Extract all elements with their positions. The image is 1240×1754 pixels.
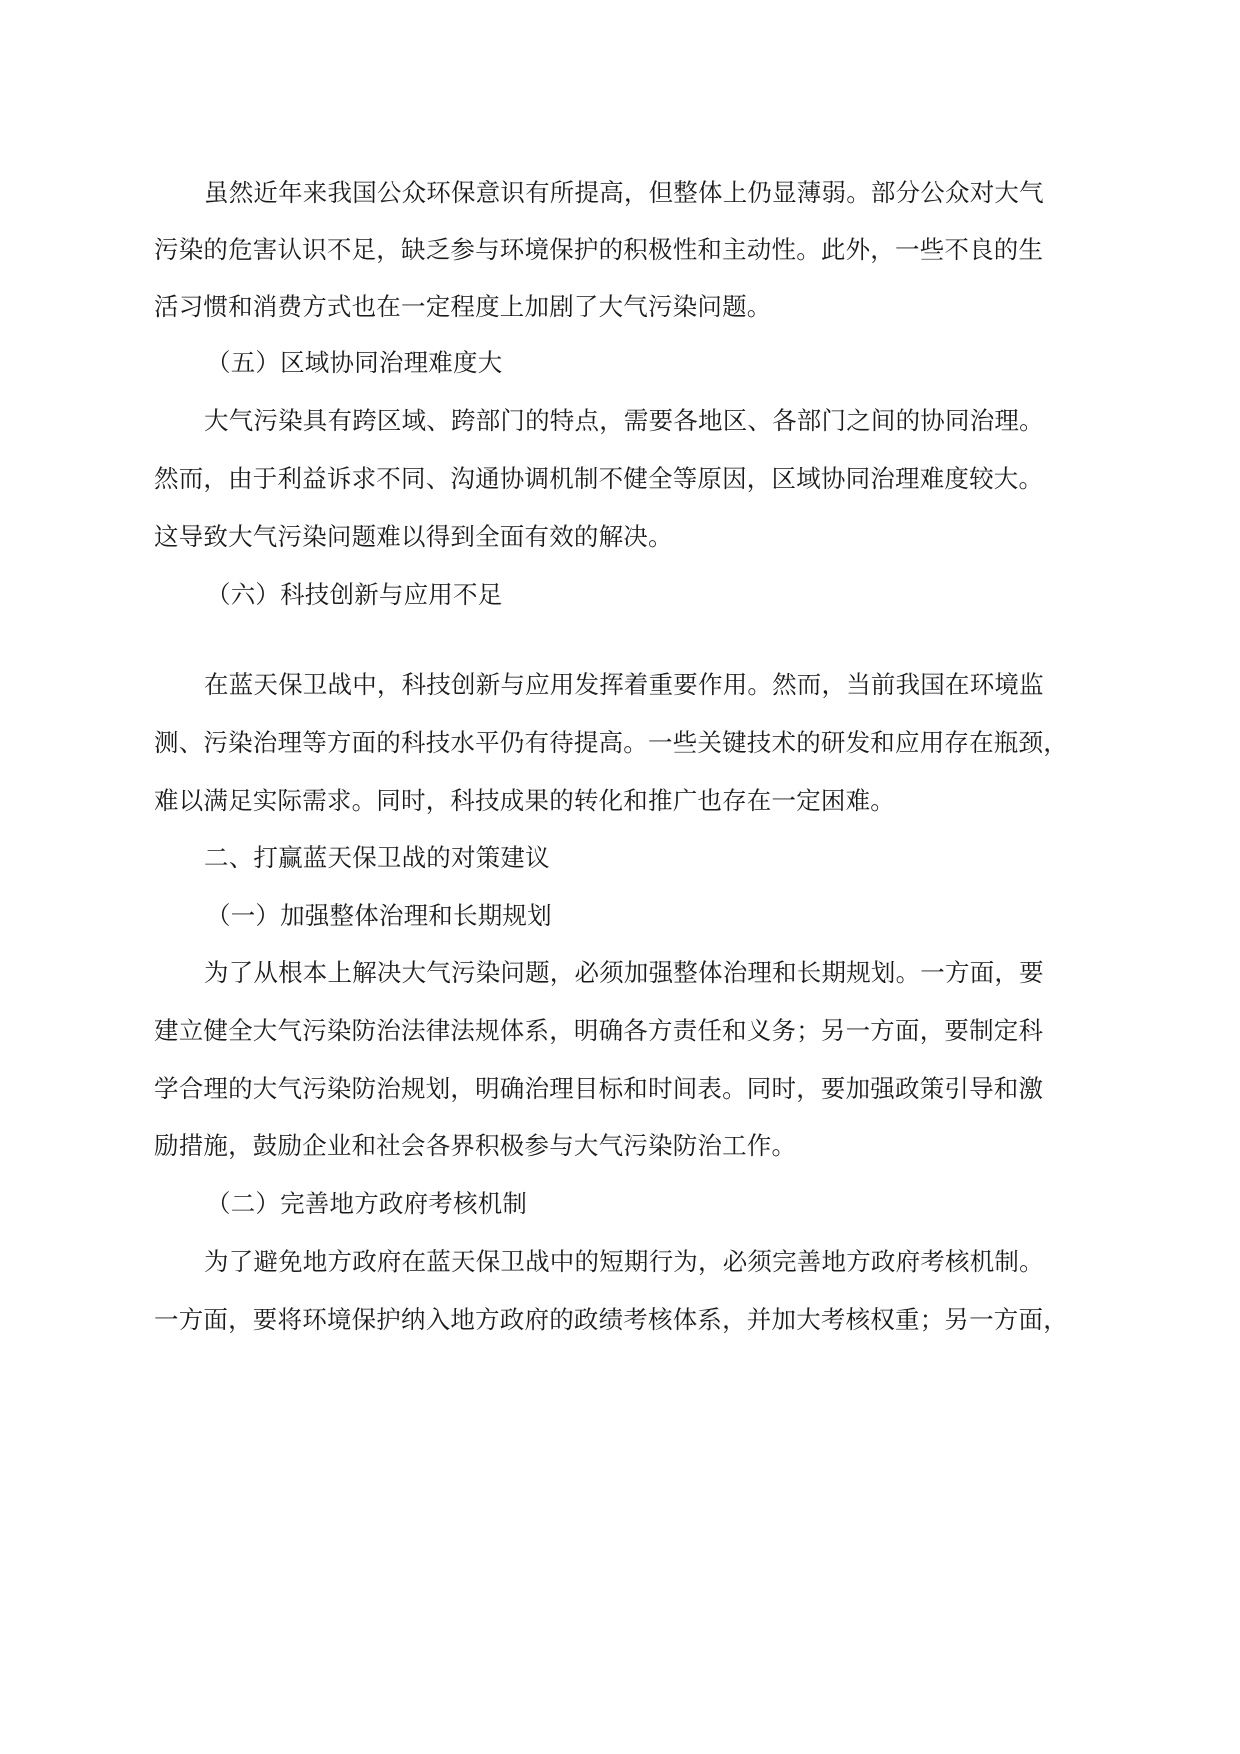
paragraph-line: 在蓝天保卫战中，科技创新与应用发挥着重要作用。然而，当前我国在环境监 <box>204 670 1044 699</box>
section-subheading: （一）加强整体治理和长期规划 <box>206 901 552 930</box>
section-subheading: （六）科技创新与应用不足 <box>206 580 503 609</box>
section-subheading: （二）完善地方政府考核机制 <box>206 1189 528 1218</box>
paragraph-line: 测、污染治理等方面的科技水平仍有待提高。一些关键技术的研发和应用存在瓶颈， <box>154 728 1068 757</box>
paragraph-line: 虽然近年来我国公众环保意识有所提高，但整体上仍显薄弱。部分公众对大气 <box>204 178 1044 207</box>
paragraph-line: 一方面，要将环境保护纳入地方政府的政绩考核体系，并加大考核权重；另一方面， <box>154 1305 1068 1334</box>
paragraph-line: 污染的危害认识不足，缺乏参与环境保护的积极性和主动性。此外，一些不良的生 <box>154 235 1044 264</box>
section-subheading: （五）区域协同治理难度大 <box>206 348 503 377</box>
paragraph-line: 学合理的大气污染防治规划，明确治理目标和时间表。同时，要加强政策引导和激 <box>154 1074 1044 1103</box>
paragraph-line: 为了避免地方政府在蓝天保卫战中的短期行为，必须完善地方政府考核机制。 <box>204 1247 1044 1276</box>
section-heading: 二、打赢蓝天保卫战的对策建议 <box>204 843 550 872</box>
paragraph-line: 为了从根本上解决大气污染问题，必须加强整体治理和长期规划。一方面，要 <box>204 958 1044 987</box>
paragraph-line: 难以满足实际需求。同时，科技成果的转化和推广也存在一定困难。 <box>154 786 895 815</box>
paragraph-line: 活习惯和消费方式也在一定程度上加剧了大气污染问题。 <box>154 292 772 321</box>
paragraph-line: 这导致大气污染问题难以得到全面有效的解决。 <box>154 522 673 551</box>
paragraph-line: 建立健全大气污染防治法律法规体系，明确各方责任和义务；另一方面，要制定科 <box>154 1016 1044 1045</box>
paragraph-line: 励措施，鼓励企业和社会各界积极参与大气污染防治工作。 <box>154 1131 797 1160</box>
paragraph-line: 大气污染具有跨区域、跨部门的特点，需要各地区、各部门之间的协同治理。 <box>204 406 1044 435</box>
paragraph-line: 然而，由于利益诉求不同、沟通协调机制不健全等原因，区域协同治理难度较大。 <box>154 464 1044 493</box>
